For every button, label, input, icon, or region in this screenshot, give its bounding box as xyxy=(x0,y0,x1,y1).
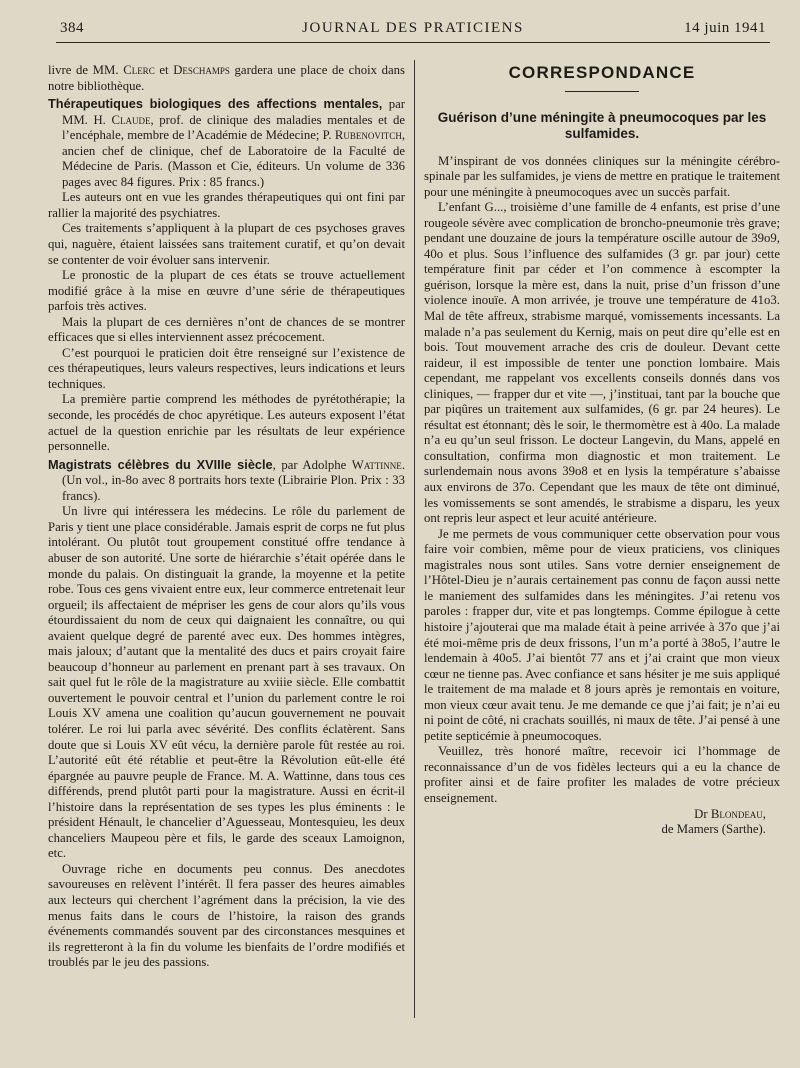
review-paragraph: C’est pourquoi le praticien doit être renseigné sur l’existence de ces thérapeutiques, leurs valeurs respectives, leurs indications et leurs techniques. xyxy=(48,345,405,391)
signature-title: Dr xyxy=(694,806,711,821)
signature-name: Blondeau, xyxy=(710,806,766,821)
letter-paragraph: Veuillez, très honoré maître, recevoir ici l’hommage de reconnaissance d’un de vos fidèles lecteurs qui a eu la chance de profiter ainsi et de faire profiter les malades de votre précieux enseignement. xyxy=(424,744,780,805)
signature-place: de Mamers (Sarthe). xyxy=(661,822,766,837)
author-name: Deschamps xyxy=(173,63,230,77)
page-number: 384 xyxy=(60,20,84,36)
letter-paragraph: Je me permets de vous communiquer cette observation pour vous faire voir combien, même pour de vieux praticiens, vos cliniques magistrales nous sont utiles. Sans votre dernier enseignement de l’Hôtel-Dieu je n’aurais certainement pas connu de façon aussi nette le maniement des sulfamides dans les méningites. J’ai retenu vos paroles : frapper dur, vite et pas longtemps. Comme épilogue à cette histoire j’ajouterai que ma malade était à peine arrivée à 37o que j’ai été moi-même pris de deux frissons, l’un m’a porté à 38o5, l’autre le lendemain à 40o5. J’ai bientôt 77 ans et j’ai craint que mon vieux cœur ne tienne pas. Avec confiance et sans hésiter je me suis appliqué le traitement de ma malade et 8 jours après je remontais en voiture, mon vieux cœur avait tenu. Je me demande ce que j’ai fait; je n’ai eu ni point de côté, ni crachats souillés, ni maux de tête. J’ai pensé à une petite septicémie à pneumocoques. xyxy=(424,526,780,743)
running-header xyxy=(56,18,770,43)
letter-paragraph: M’inspirant de vos données cliniques sur la méningite cérébro-spinale par les sulfamides, je viens de mettre en pratique le traitement pour une méningite à pneumocoques avec un succès parfait. xyxy=(424,153,780,199)
review-paragraph: Le pronostic de la plupart de ces états se trouve actuellement modifié grâce à la mise en œuvre d’une série de thérapeutiques parfois très actives. xyxy=(48,268,405,314)
author-name: Wattinne xyxy=(351,457,402,472)
section-rule xyxy=(565,91,639,92)
book-entry xyxy=(48,457,405,505)
intro-paragraph xyxy=(48,63,405,94)
issue-date: 14 juin 1941 xyxy=(684,20,766,36)
journal-title: JOURNAL DES PRATICIENS xyxy=(302,20,524,36)
review-paragraph: Un livre qui intéressera les médecins. Le rôle du parlement de Paris y tient une place considérable. Jamais esprit de corps ne fut plus intolérant. Ou plutôt tout groupement constitué offre tendance à abuser de son autorité. Une sorte de hiérarchie s’était opérée dans le monde du palais. On distinguait la grande, la moyenne et la petite robe. Tous ces gens vivaient entre eux, leur commerce entretenait leur orgueil; ils affectaient de mépriser les gens de cour alors qu’ils vous étourdissaient du nom de ceux qui daignaient les connaître, ou qui avaient quelque degré de parenté avec eux. Des hommes intègres, mais jaloux; d’autant que la mentalité des ducs et pairs croyait faire beaucoup d’honneur au parlement en prenant part à ses travaux. On sait quel fut le rôle de la magistrature au xviiie siècle. Elle combattit ouvertement le pouvoir central et l’union du parlement contre le roi Louis XV amena une coalition qu’aucun gouvernement ne pouvait tolérer. Le roi lui parla avec sévérité. Des conflits éclatèrent. Sans doute que si Louis XV eût vécu, la dernière parole fût restée au roi. L’autorité eût été rétablie et peut-être la Révolution eût-elle été épargnée au pauvre peuple de France. M. A. Wattinne, dans tous ces différends, prend plutôt parti pour la magistrature. Aussi en écrit-il l’histoire dans la représentation de ses types les plus éminents : le président Hénault, le chancelier d’Aguesseau, Montesquieu, les deux chanceliers Maupeou père et fils, le garde des sceaux Lamoignon, etc. xyxy=(48,504,405,861)
review-paragraph: Ces traitements s’appliquent à la plupart de ces psychoses graves qui, naguère, étaient laissées sans traitement curatif, et qu’on devait se contenter de voir évoluer sans intervenir. xyxy=(48,221,405,267)
book-byline: par MM. H. xyxy=(62,97,406,127)
letter-paragraph: L’enfant G..., troisième d’une famille de 4 enfants, est prise d’une rougeole sévère avec complication de broncho-pneumonie très grave; pendant une douzaine de jours la température oscille autour de 39o9, 40o et plus. Sous l’influence des sulfamides (3 gr. par jour) cette température finit par céder et l’on commence à escompter la guérison, lorsque la mère est, dans la nuit, prise d’un frisson d’une violence inouïe. A mon arrivée, je trouve une température de 41o3. Mal de tête affreux, strabisme marqué, vomissements incessants. La malade n’a pas seulement du Kernig, mais on peut dire qu’elle est en bois. Tout mouvement arrache des cris de douleur. Devant cette raideur, il est impossible de tenter une ponction lombaire. Mais cependant, me rappelant vos excellents conseils donnés dans vos cliniques, — frapper dur et vite —, j’instituai, tant par la bouche que par piqûres un traitement aux sulfamides, (6 gr. par 24 heures). Le résultat est étonnant; dès le soir, le thermomètre est à 40o. La malade n’a eu qu’un seul frisson. Le docteur Langevin, du Mans, appelé en consultation, confirma mon diagnostic et mon traitement. Le surlendemain nous avons 39o8 et en lysis la température s’abaisse aux environs de 37o. Cependant que les maux de tête ont diminué, les vomissements se sont amendés, le strabisme a disparu, les yeux ont repris leur aspect et leur acuité antérieure. xyxy=(424,200,780,526)
review-paragraph: Ouvrage riche en documents peu connus. Des anecdotes savoureuses en relèvent l’intérêt. Il fera passer des heures aimables aux lecteurs qui cherchent l’agrément dans la précision, la vie des menus faits dans le cours de l’histoire, la raison des grands événements commandés souvent par des circonstances mesquines et ils regretteront à la fin du volume les bienfaits de l’ordre modifiés et troublés par le jeu des passions. xyxy=(48,861,405,970)
book-details: , ancien chef de clinique, chef de Laboratoire de la Faculté de Médecine de Paris. (Masson et Cie, éditeurs. Un volume de 336 pages avec 84 figures. Prix : 85 francs.) xyxy=(62,128,405,189)
left-column xyxy=(48,63,405,971)
book-byline: , par Adolphe xyxy=(272,457,352,472)
author-name: Claude xyxy=(111,112,151,127)
review-paragraph: Mais la plupart de ces dernières n’ont de chances de se montrer efficaces que si elles interviennent assez précocement. xyxy=(48,314,405,345)
article-title: Guérison d’une méningite à pneumocoques par les sulfamides. xyxy=(437,109,767,141)
review-paragraph: Les auteurs ont en vue les grandes thérapeutiques qui ont fini par rallier la majorité des psychiatres. xyxy=(48,190,405,220)
author-description: , prof. de clinique des maladies mentales et de l’encéphale, membre de l’Académie de Médecine; P. xyxy=(62,112,405,143)
intro-text: livre de MM. xyxy=(48,63,124,77)
column-divider xyxy=(414,60,415,1018)
book-title: Thérapeutiques biologiques des affections mentales, xyxy=(48,96,383,112)
review-paragraph: La première partie comprend les méthodes de pyrétothérapie; la seconde, les procédés de choc apyrétique. Les auteurs exposent l’état actuel de la question enrichie par les résultats de leur expérience personnelle. xyxy=(48,392,405,454)
signature xyxy=(424,807,780,823)
intro-text: et xyxy=(154,63,174,77)
book-details: . (Un vol., in-8o avec 8 portraits hors texte (Librairie Plon. Prix : 33 francs). xyxy=(62,457,405,503)
author-name: Clerc xyxy=(123,63,155,77)
author-name: Rubenovitch xyxy=(334,128,402,143)
right-column xyxy=(424,63,780,838)
section-title: CORRESPONDANCE xyxy=(508,63,696,82)
intro-text: gardera une place de choix dans notre bibliothèque. xyxy=(48,63,406,93)
book-entry xyxy=(48,96,405,190)
book-title: Magistrats célèbres du XVIIIe siècle xyxy=(48,456,273,472)
